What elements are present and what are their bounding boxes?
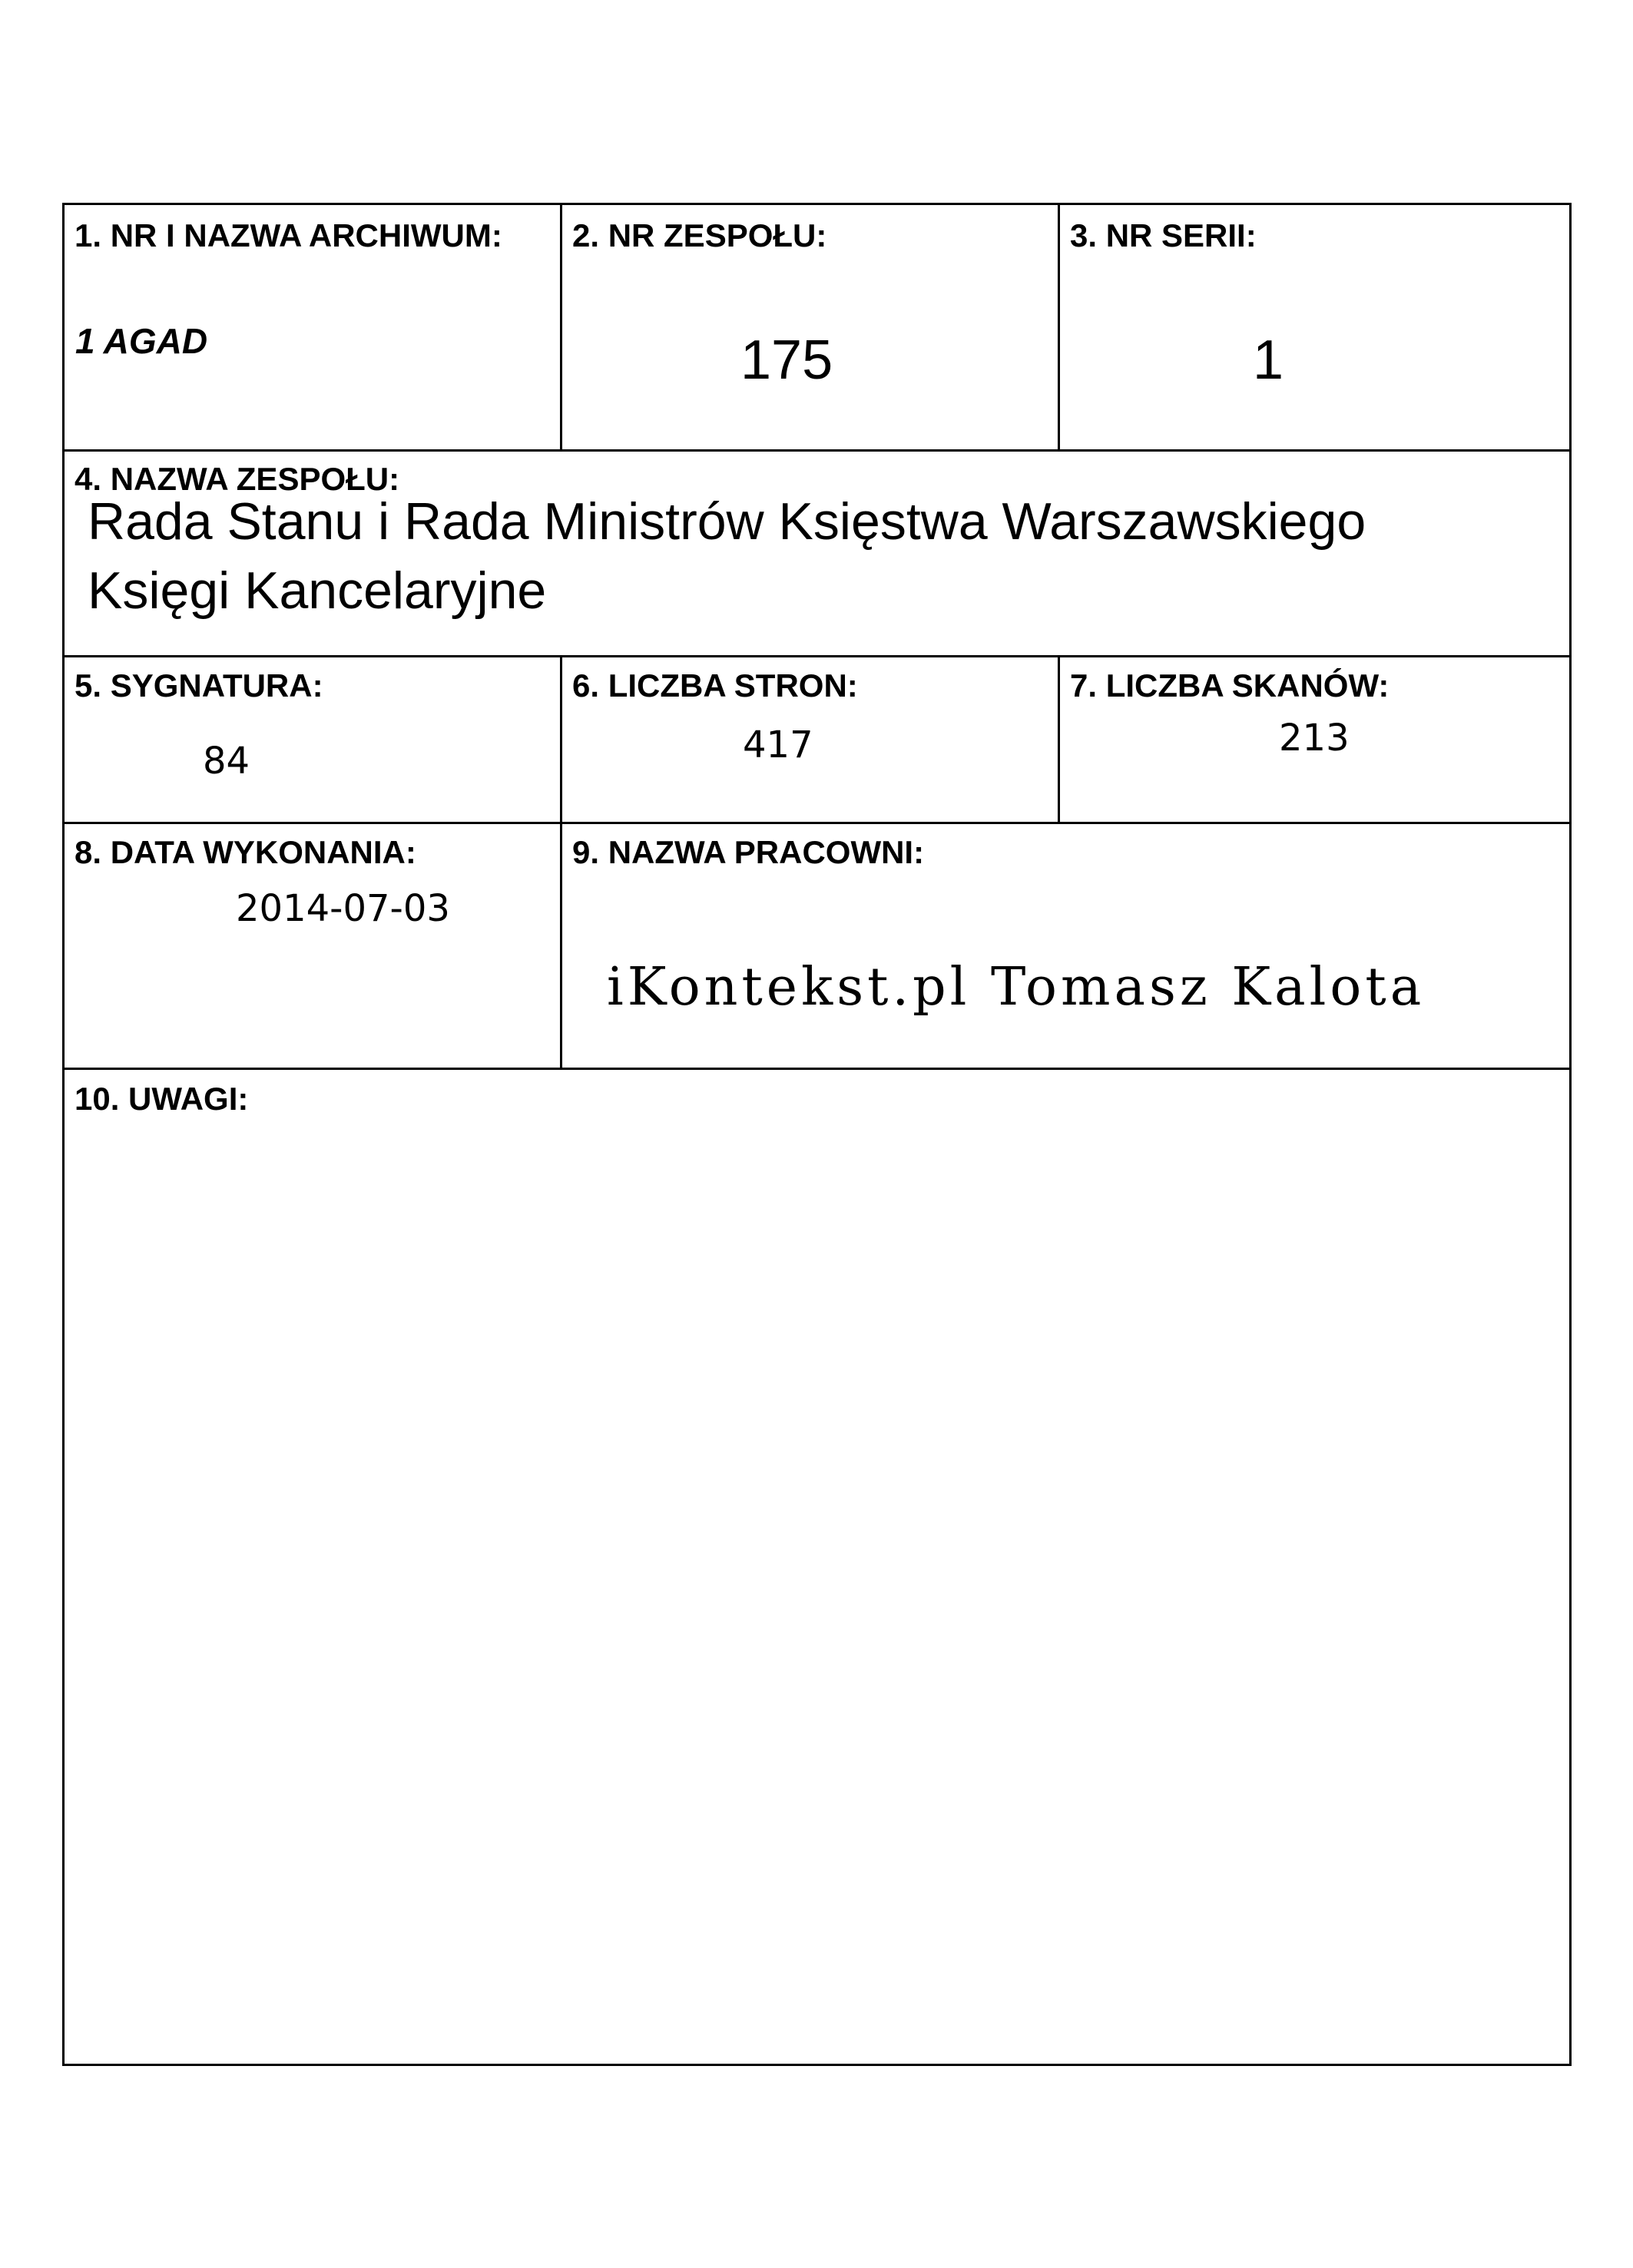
fond-name-line: Rada Stanu i Rada Ministrów Księstwa Warszawskiego	[88, 492, 1366, 551]
row-divider	[65, 1068, 1569, 1070]
archive-value: 1 AGAD	[75, 321, 208, 361]
page-count-label: 6. LICZBA STRON:	[572, 667, 858, 704]
date-value: 2014-07-03	[236, 887, 450, 930]
date-label: 8. DATA WYKONANIA:	[75, 834, 416, 870]
fond-name-line: Księgi Kancelaryjne	[88, 561, 547, 620]
column-divider	[560, 205, 562, 449]
scan-count-label: 7. LICZBA SKANÓW:	[1070, 667, 1390, 704]
archive-metadata-form	[62, 203, 1572, 2066]
scan-count-value: 213	[1279, 717, 1350, 760]
fond-number-label: 2. NR ZESPOŁU:	[572, 217, 827, 253]
column-divider	[560, 655, 562, 822]
row-divider	[65, 822, 1569, 824]
studio-value: iKontekst.pl Tomasz Kalota	[607, 957, 1426, 1018]
column-divider	[560, 822, 562, 1068]
fond-number-value: 175	[740, 329, 833, 391]
series-number-label: 3. NR SERII:	[1070, 217, 1257, 253]
fond-name-label: 4. NAZWA ZESPOŁU:	[75, 461, 400, 497]
signature-value: 84	[203, 740, 250, 783]
row-divider	[65, 655, 1569, 657]
column-divider	[1058, 655, 1060, 822]
column-divider	[1058, 205, 1060, 449]
signature-label: 5. SYGNATURA:	[75, 667, 323, 704]
archive-label: 1. NR I NAZWA ARCHIWUM:	[75, 217, 502, 253]
page-count-value: 417	[743, 723, 813, 766]
studio-label: 9. NAZWA PRACOWNI:	[572, 834, 925, 870]
remarks-label: 10. UWAGI:	[75, 1081, 249, 1117]
row-divider	[65, 449, 1569, 452]
series-number-value: 1	[1253, 329, 1284, 391]
